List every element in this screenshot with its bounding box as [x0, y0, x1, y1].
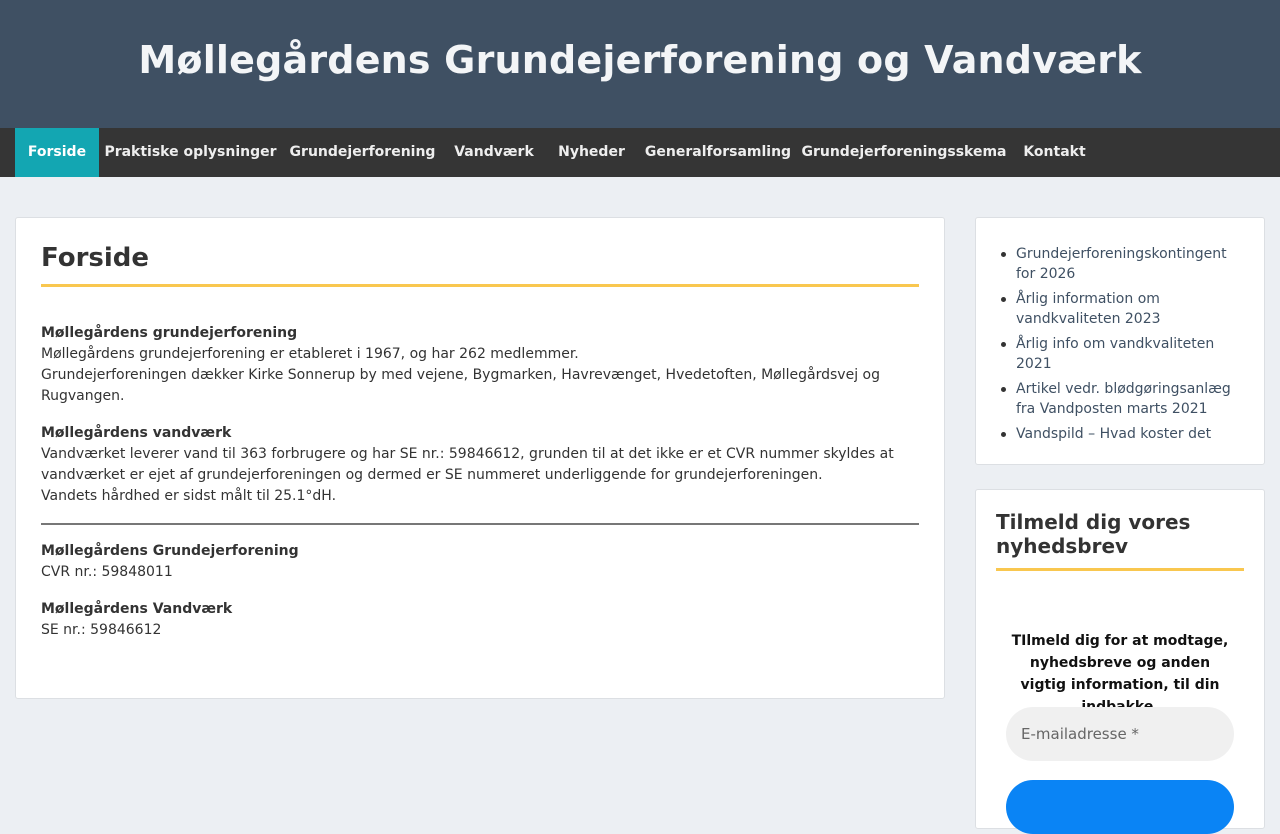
subscribe-button[interactable]	[1006, 780, 1234, 834]
nav-item-praktiske-oplysninger[interactable]: Praktiske oplysninger	[104, 144, 277, 160]
nav-item-forside[interactable]: Forside	[15, 128, 99, 177]
nav-item-vandvaerk[interactable]: Vandværk	[454, 144, 534, 160]
nav-item-kontakt[interactable]: Kontakt	[1023, 144, 1086, 160]
email-input[interactable]	[1006, 707, 1234, 761]
main-nav	[0, 128, 1280, 177]
nav-item-nyheder[interactable]: Nyheder	[558, 144, 625, 160]
section-text: Grundejerforeningen dækker Kirke Sonnerup by med vejene, Bygmarken, Havrevænget, Hvedetoften, Møllegårdsvej og Rugvangen.	[41, 367, 880, 404]
newsletter-description: TIlmeld dig for at modtage, nyhedsbreve og anden vigtig information, til din	[1011, 633, 1229, 693]
nav-item-grundejerforeningsskema[interactable]: Grundejerforeningsskema	[801, 144, 1007, 160]
section-text: Vandets hårdhed er sidst målt til 25.1°dH.	[41, 488, 337, 504]
section-heading: Møllegårdens Grundejerforening	[41, 543, 299, 559]
section-text: Vandværket leverer vand til 363 forbrugere og har SE nr.: 59846612, grunden til at det ikke er et CVR nummer skyldes at vandværket er ejet af grundejerforeningen og dermed er SE nummeret underliggende for grundejerforeningen.	[41, 446, 894, 483]
title-underline	[41, 284, 919, 287]
nav-item-grundejerforening[interactable]: Grundejerforening	[289, 144, 436, 160]
recent-post-link[interactable]: Grundejerforeningskontingent for 2026	[1016, 244, 1248, 284]
section-heading: Møllegårdens grundejerforening	[41, 325, 298, 341]
newsletter-widget	[975, 489, 1265, 829]
section-heading: Møllegårdens Vandværk	[41, 601, 233, 617]
site-header	[0, 0, 1280, 128]
section-text: SE nr.: 59846612	[41, 622, 162, 638]
newsletter-title: Tilmeld dig vores nyhedsbrev	[996, 510, 1191, 558]
recent-post-link[interactable]: Årlig information om vandkvaliteten 2023	[1016, 289, 1248, 329]
widget-underline	[996, 568, 1244, 571]
divider	[41, 523, 919, 525]
section-text: CVR nr.: 59848011	[41, 564, 173, 580]
main-content	[15, 217, 945, 699]
section-cvr	[41, 541, 901, 583]
section-text: Møllegårdens grundejerforening er etableret i 1967, og har 262 medlemmer.	[41, 346, 579, 362]
section-se	[41, 599, 901, 641]
site-title[interactable]: Møllegårdens Grundejerforening og Vandværk	[138, 38, 1142, 82]
recent-post-link[interactable]: Vandspild – Hvad koster det	[1016, 424, 1248, 444]
section-grundejerforening	[41, 323, 901, 407]
section-heading: Møllegårdens vandværk	[41, 425, 232, 441]
recent-posts-widget	[975, 217, 1265, 465]
page-title: Forside	[41, 243, 150, 273]
recent-post-link[interactable]: Artikel vedr. blødgøringsanlæg fra Vandposten marts 2021	[1016, 379, 1248, 419]
nav-item-generalforsamling[interactable]: Generalforsamling	[644, 144, 792, 160]
recent-post-link[interactable]: Årlig info om vandkvaliteten 2021	[1016, 334, 1248, 374]
recent-posts-list	[1016, 244, 1248, 449]
section-vandvaerk	[41, 423, 901, 507]
